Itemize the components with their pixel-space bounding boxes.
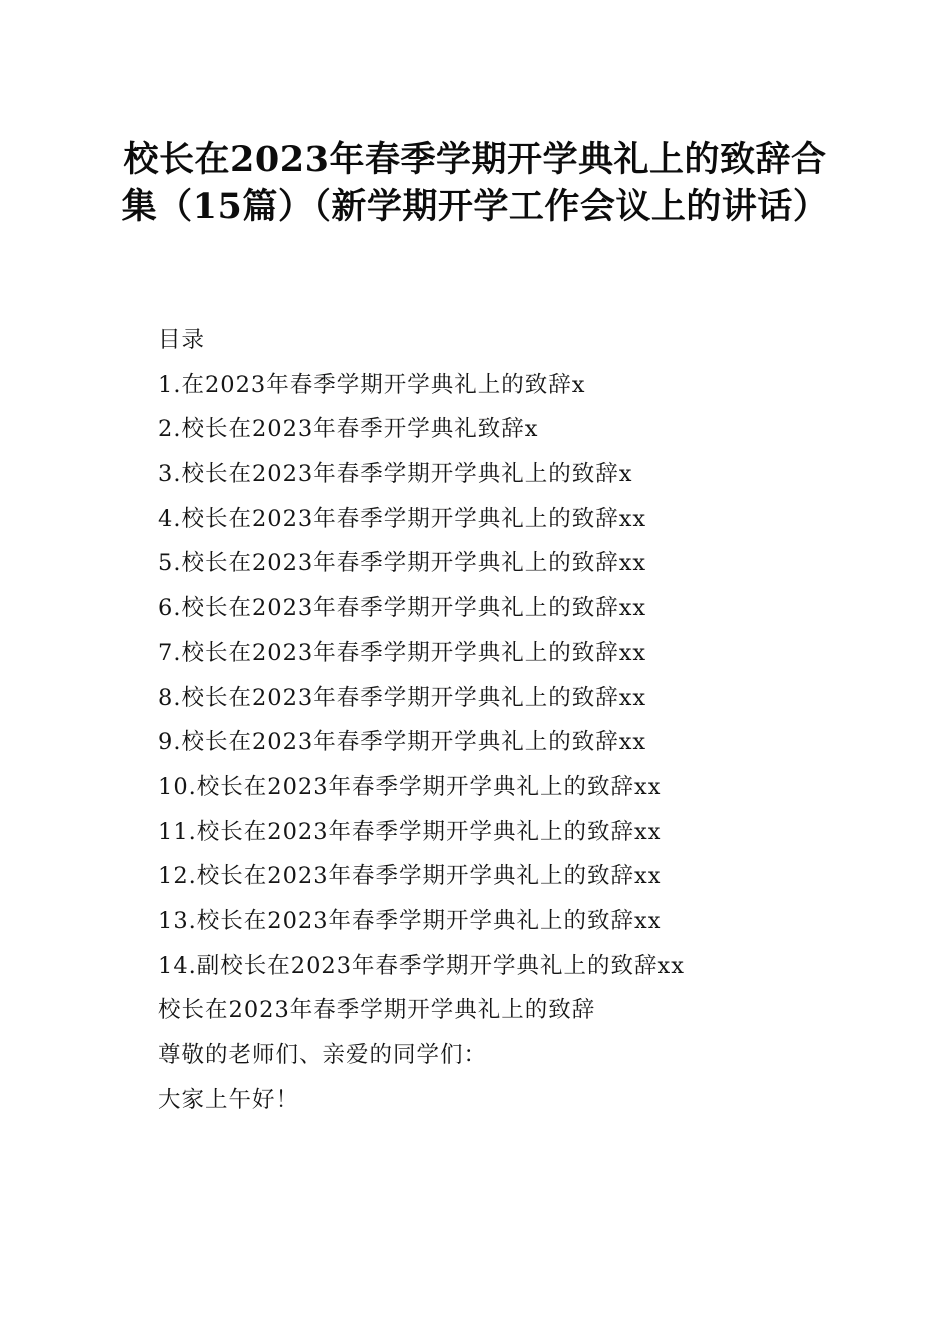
toc-item[interactable]: 9.校长在2023年春季学期开学典礼上的致辞xx (158, 729, 647, 756)
toc-item[interactable]: 6.校长在2023年春季学期开学典礼上的致辞xx (158, 595, 647, 622)
toc-item[interactable]: 1.在2023年春季学期开学典礼上的致辞x (158, 371, 586, 398)
toc-item[interactable]: 10.校长在2023年春季学期开学典礼上的致辞xx (158, 773, 662, 800)
toc-item[interactable]: 7.校长在2023年春季学期开学典礼上的致辞xx (158, 639, 647, 666)
toc-item[interactable]: 4.校长在2023年春季学期开学典礼上的致辞xx (158, 505, 647, 532)
toc-item[interactable]: 12.校长在2023年春季学期开学典礼上的致辞xx (158, 863, 662, 890)
document-title: 校长在2023年春季学期开学典礼上的致辞合集（15篇）（新学期开学工作会议上的讲话） (121, 139, 829, 227)
toc-item[interactable]: 11.校长在2023年春季学期开学典礼上的致辞xx (158, 818, 662, 845)
document-body (158, 318, 858, 1122)
toc-item[interactable]: 5.校长在2023年春季学期开学典礼上的致辞xx (158, 550, 647, 577)
greeting: 大家上午好！ (158, 1086, 300, 1113)
toc-item[interactable]: 2.校长在2023年春季开学典礼致辞x (158, 416, 539, 443)
toc-item[interactable]: 8.校长在2023年春季学期开学典礼上的致辞xx (158, 684, 647, 711)
toc-heading: 目录 (158, 327, 206, 353)
toc-item[interactable]: 13.校长在2023年春季学期开学典礼上的致辞xx (158, 907, 662, 934)
toc-list (158, 363, 858, 989)
salutation: 尊敬的老师们、亲爱的同学们： (158, 1042, 488, 1068)
toc-item[interactable]: 14.副校长在2023年春季学期开学典礼上的致辞xx (158, 952, 685, 979)
toc-item[interactable]: 3.校长在2023年春季学期开学典礼上的致辞x (158, 461, 633, 488)
section-heading: 校长在2023年春季学期开学典礼上的致辞 (158, 997, 596, 1024)
